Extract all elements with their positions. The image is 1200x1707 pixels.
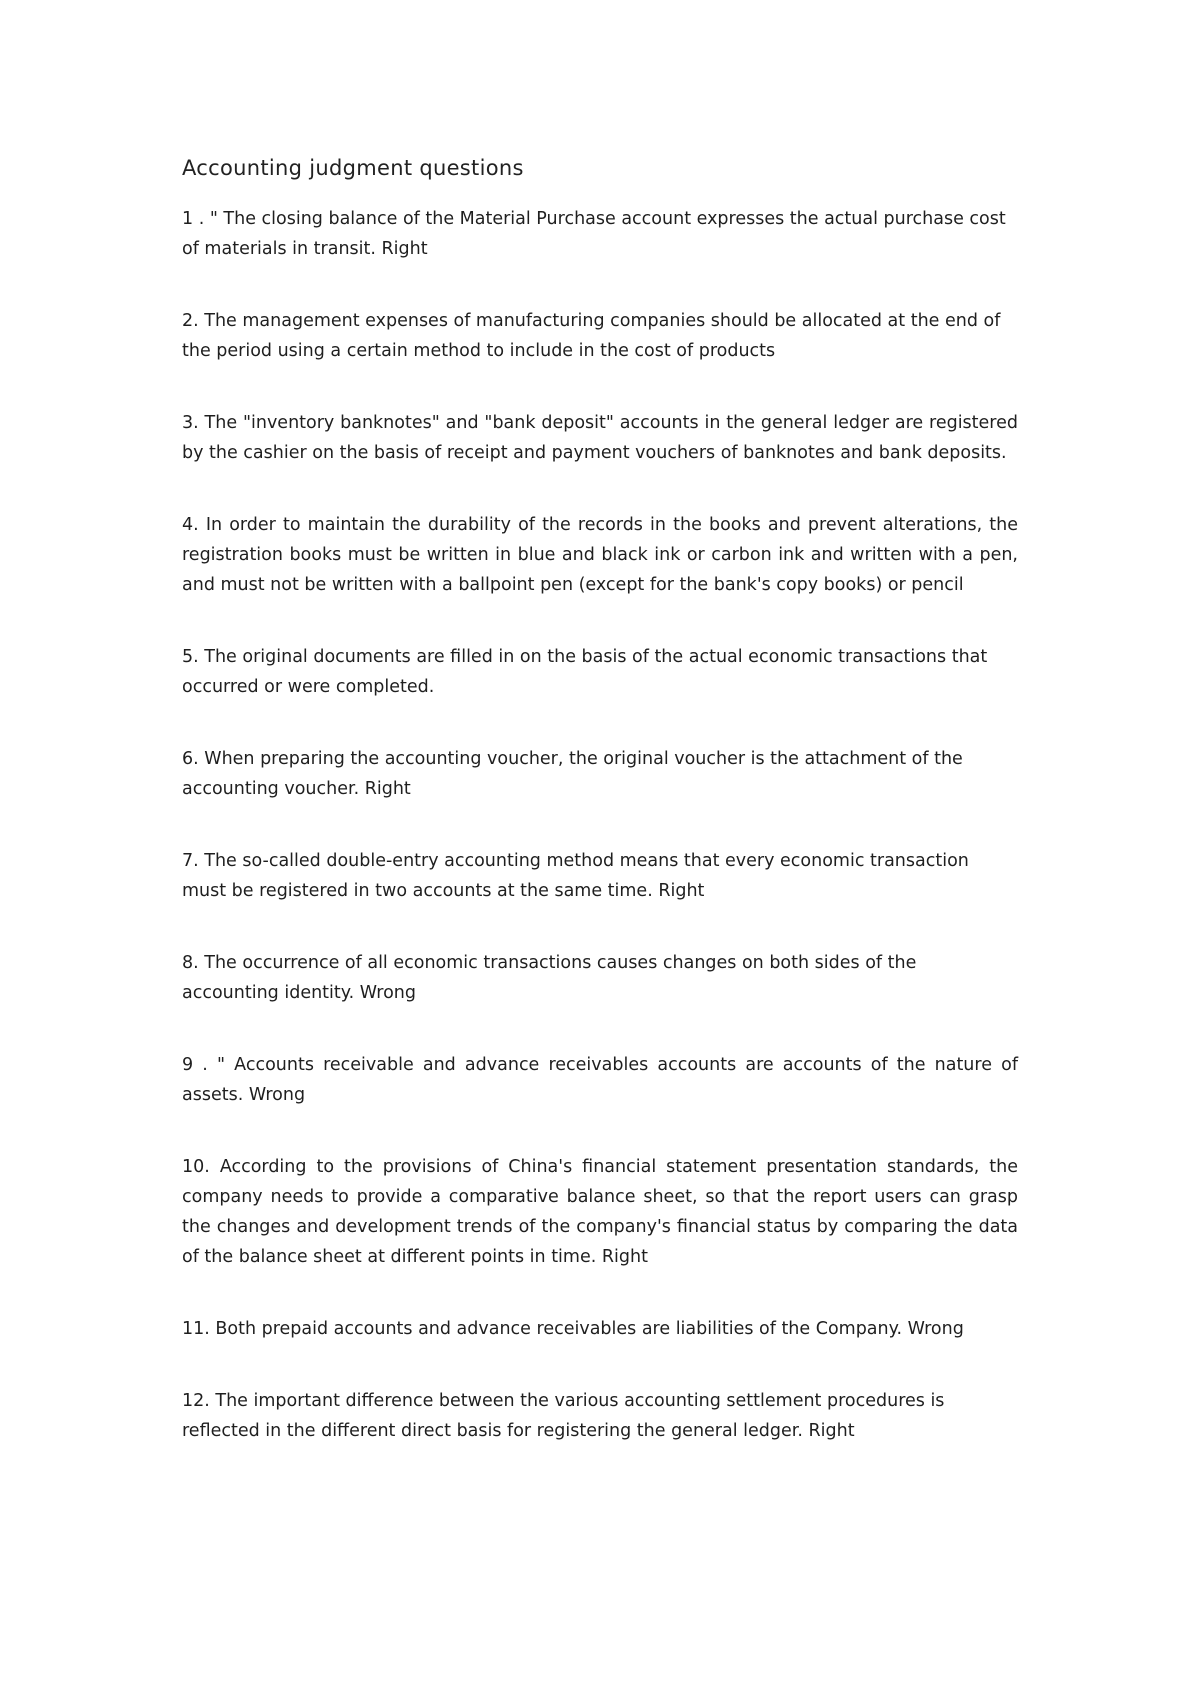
document-title: Accounting judgment questions xyxy=(182,156,524,180)
question-5: 5. The original documents are filled in on the basis of the actual economic transactions that occurred or were completed. xyxy=(182,647,988,697)
question-1: 1 . " The closing balance of the Material Purchase account expresses the actual purchase cost of materials in transit. Right xyxy=(182,209,1006,259)
question-7: 7. The so-called double-entry accounting method means that every economic transaction must be registered in two accounts at the same time. Right xyxy=(182,851,969,901)
document-body xyxy=(182,150,1018,1488)
question-10: 10. According to the provisions of China's financial statement presentation standards, the company needs to provide a comparative balance sheet, so that the report users can grasp the changes and development trends of the company's financial status by comparing the data of the balance sheet at different points in time. Right xyxy=(182,1157,1018,1267)
question-11: 11. Both prepaid accounts and advance receivables are liabilities of the Company. Wrong xyxy=(182,1319,964,1339)
question-3: 3. The "inventory banknotes" and "bank deposit" accounts in the general ledger are registered by the cashier on the basis of receipt and payment vouchers of banknotes and bank deposits. xyxy=(182,413,1018,463)
question-8: 8. The occurrence of all economic transactions causes changes on both sides of the accounting identity. Wrong xyxy=(182,953,917,1003)
question-9: 9 . " Accounts receivable and advance receivables accounts are accounts of the nature of assets. Wrong xyxy=(182,1055,1018,1105)
question-6: 6. When preparing the accounting voucher, the original voucher is the attachment of the accounting voucher. Right xyxy=(182,749,963,799)
question-4: 4. In order to maintain the durability of the records in the books and prevent alterations, the registration books must be written in blue and black ink or carbon ink and written with a pen, and must not be written with a ballpoint pen (except for the bank's copy books) or pencil xyxy=(182,515,1018,595)
question-2: 2. The management expenses of manufacturing companies should be allocated at the end of the period using a certain method to include in the cost of products xyxy=(182,311,1001,361)
question-12: 12. The important difference between the various accounting settlement procedures is reflected in the different direct basis for registering the general ledger. Right xyxy=(182,1391,945,1441)
